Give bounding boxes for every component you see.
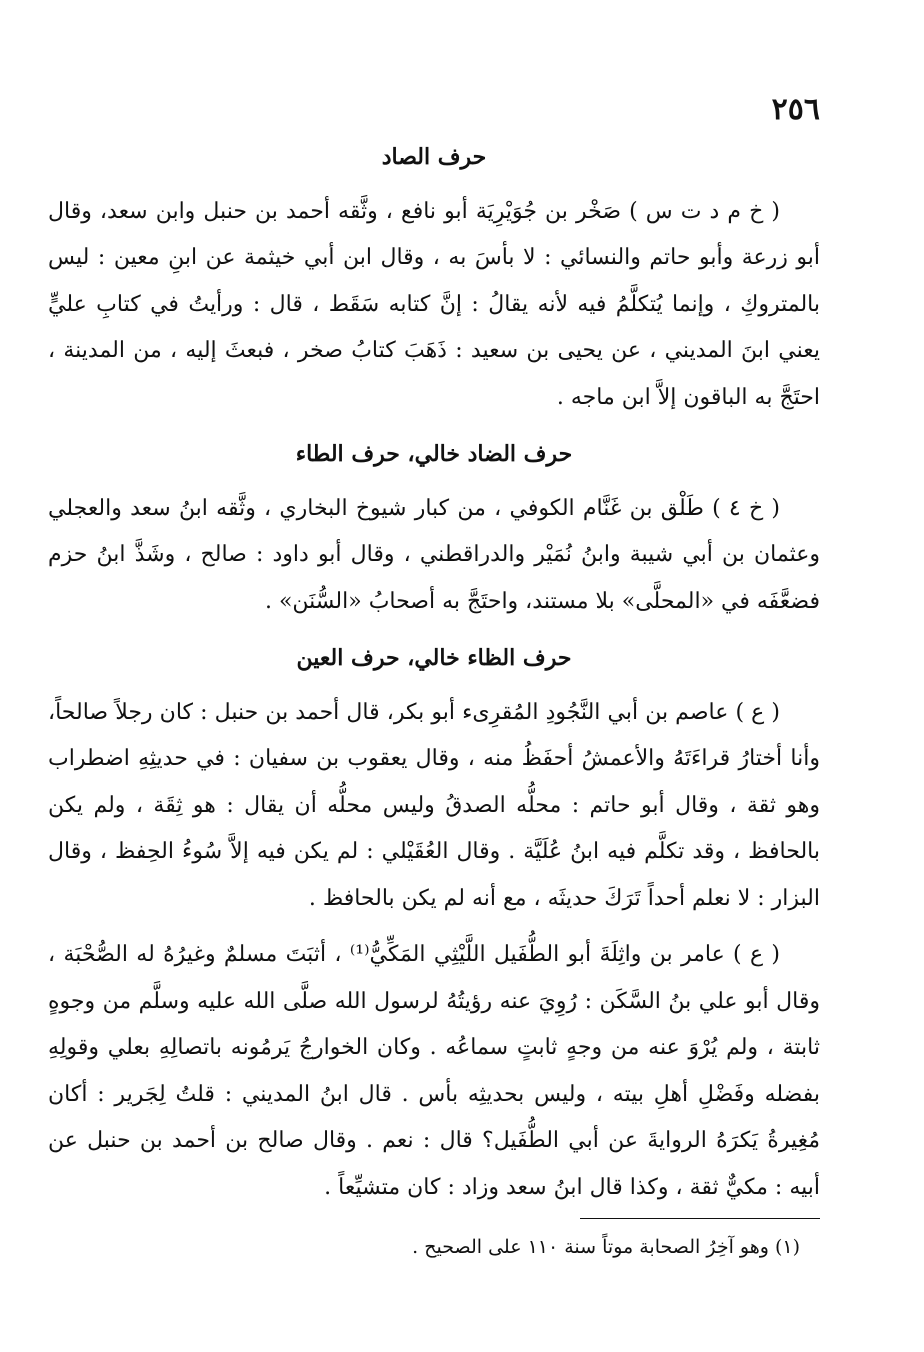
page-number: ٢٥٦: [771, 92, 820, 127]
entry-talq: ( خ ٤ ) طَلْق بن غَنَّام الكوفي ، من كبار شيوخ البخاري ، وثَّقه ابنُ سعد والعجلي وعثمان بن أبي شيبة وابنُ نُمَيْر والدراقطني ، وقال أبو داود : صالح ، وشَذَّ ابنُ حزم فضعَّفَه في «المحلَّى» بلا مستند، واحتَجَّ به أصحابُ «السُّنَن» .: [48, 495, 820, 614]
section-heading-ain: حرف الظاء خالي، حرف العين: [296, 645, 572, 671]
entry-amir: ( ع ) عامر بن واثِلَةَ أبو الطُّفَيل اللَّيْثِي المَكِّيُّ⁽¹⁾ ، أثبَتَ مسلمٌ وغيرُهُ له الصُّحْبَة ، وقال أبو علي بنُ السَّكَن : رُوِيَ عنه رؤيتُهُ لرسول الله صلَّى الله عليه وسلَّم من وجوهٍ ثابتة ، ولم يُرْوَ عنه من وجهٍ ثابتٍ سماعُه . وكان الخوارجُ يَرمُونه باتصالِهِ بعلي وقولِهِ بفضله وفَضْلِ أهلِ بيته ، وليس بحديثِه بأس . قال ابنُ المديني : قلتُ لِجَرير : أكان مُغِيرةُ يَكرَهُ الروايةَ عن أبي الطُّفَيل؟ قال : نعم . وقال صالح بن أحمد بن حنبل عن أبيه : مكيٌّ ثقة ، وكذا قال ابنُ سعد وزاد : كان متشيِّعاً .: [48, 942, 820, 1200]
section-heading-sad: حرف الصاد: [381, 144, 487, 170]
page-body: [48, 132, 820, 1221]
footnote: (١) وهو آخِرُ الصحابة موتاً سنة ١١٠ على الصحيح .: [412, 1236, 800, 1258]
entry-asim: ( ع ) عاصم بن أبي النَّجُودِ المُقرِىء أبو بكر، قال أحمد بن حنبل : كان رجلاً صالحاً، وأنا أختارُ قراءَتَهُ والأعمشُ أحفَظُ منه ، وقال يعقوب بن سفيان : في حديثِهِ اضطراب وهو ثقة ، وقال أبو حاتم : محلُّه الصدقُ وليس محلُّه أن يقال : هو ثِقَة ، ولم يكن بالحافظ ، وقد تكلَّم فيه ابنُ عُلَيَّة . وقال العُقَيْلي : لم يكن فيه إلاَّ سُوءُ الحِفظ ، وقال البزار : لا نعلم أحداً تَرَكَ حديثَه ، مع أنه لم يكن بالحافظ .: [48, 699, 820, 911]
entry-sakhr: ( خ م د ت س ) صَخْر بن جُوَيْرِيَة أبو نافع ، وثَّقه أحمد بن حنبل وابن سعد، وقال أبو زرعة وأبو حاتم والنسائي : لا بأسَ به ، وقال ابن أبي خيثمة عن ابنِ معين : ليس بالمتروكِ ، وإنما يُتكلَّمُ فيه لأنه يقالُ : إنَّ كتابه سَقَط ، قال : ورأيتُ في كتابِ عليٍّ يعني ابنَ المديني ، عن يحيى بن سعيد : ذَهَبَ كتابُ صخر ، فبعثَ إليه ، من المدينة ، احتَجَّ به الباقون إلاَّ ابن ماجه .: [48, 198, 820, 410]
section-heading-ta: حرف الضاد خالي، حرف الطاء: [295, 441, 573, 467]
footnote-divider: [580, 1218, 820, 1219]
